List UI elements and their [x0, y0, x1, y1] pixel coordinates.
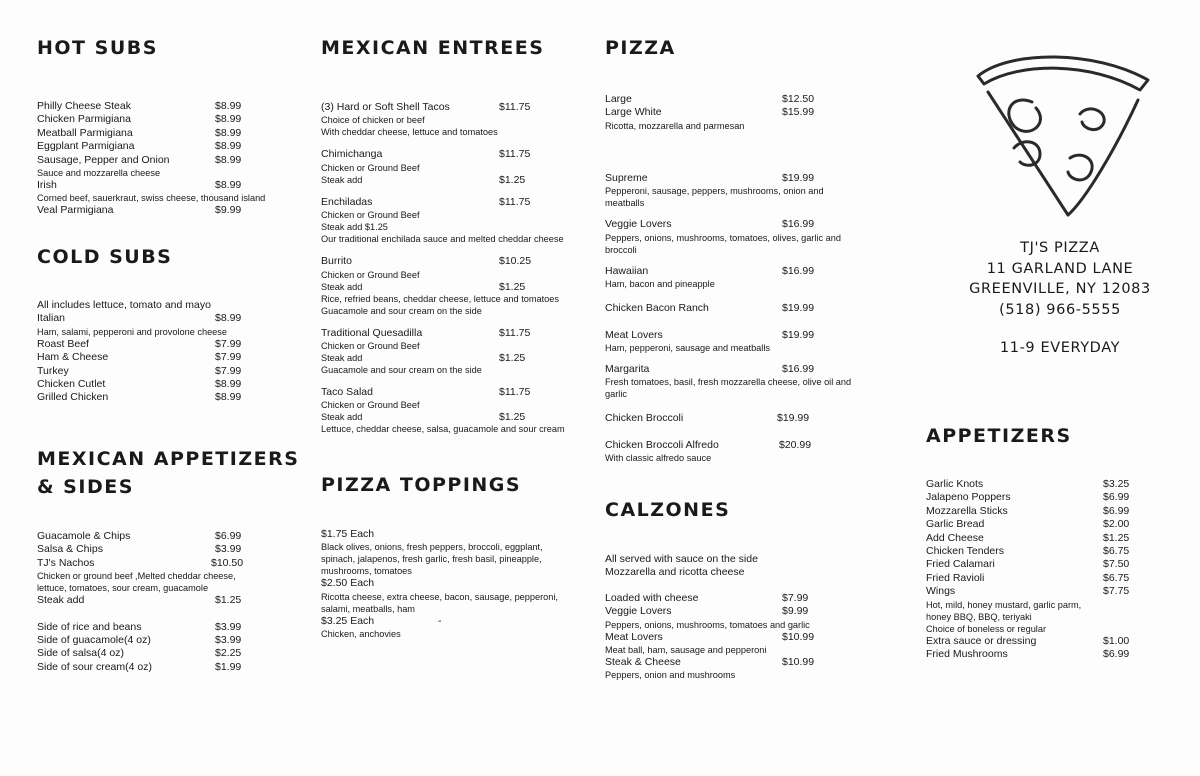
item-name: Turkey	[37, 364, 69, 377]
cold-subs-heading: COLD SUBS	[37, 246, 173, 268]
menu-item	[37, 365, 297, 378]
mexican-entrees-heading: MEXICAN ENTREES	[321, 37, 545, 59]
item-name: Large	[605, 93, 632, 105]
item-price: $1.00	[1103, 634, 1130, 647]
item-name: Veal Parmigiana	[37, 204, 114, 217]
menu-item	[926, 491, 1186, 504]
item-description: Fresh tomatoes, basil, fresh mozzarella cheese, olive oil and	[605, 377, 852, 388]
item-price: $3.99	[215, 620, 242, 633]
item-name: Chicken Cutlet	[37, 377, 106, 390]
calzones-note: All served with sauce on the side	[605, 553, 758, 565]
item-price: $6.99	[1103, 504, 1130, 517]
item-name: Meatball Parmigiana	[37, 126, 133, 139]
mexican-appetizers-heading: MEXICAN APPETIZERS	[37, 448, 300, 470]
menu-item	[37, 594, 297, 607]
appetizers-list	[926, 478, 1186, 661]
item-description: Hot, mild, honey mustard, garlic parm,	[926, 599, 1082, 610]
topping-tier-price: $3.25 Each	[321, 614, 375, 627]
item-name: Chicken Tenders	[926, 544, 1005, 557]
item-description: Rice, refried beans, cheddar cheese, lettuce and tomatoes	[321, 293, 559, 304]
menu-item	[321, 148, 591, 185]
mexican-entrees-list	[321, 101, 591, 445]
menu-item	[605, 93, 895, 106]
appetizers-heading: APPETIZERS	[926, 425, 1072, 447]
item-price: $8.99	[215, 377, 242, 390]
item-name: Traditional Quesadilla	[321, 326, 423, 339]
item-price: $7.75	[1103, 585, 1130, 598]
calzones-heading: CALZONES	[605, 499, 731, 521]
pizza-slice-logo-icon	[970, 50, 1155, 220]
topping-tier-price: $1.75 Each	[321, 528, 375, 540]
item-description: Guacamole and sour cream on the side	[321, 305, 482, 316]
item-price: $9.99	[782, 605, 809, 618]
menu-item	[926, 558, 1186, 571]
item-price: $19.99	[782, 328, 815, 341]
item-name: Large White	[605, 106, 662, 119]
item-price: $8.99	[215, 391, 242, 404]
item-description: garlic	[605, 389, 627, 400]
item-name: Extra sauce or dressing	[926, 634, 1037, 647]
item-price: $15.99	[782, 106, 815, 119]
item-price: $20.99	[779, 438, 812, 451]
add-on-price: $1.25	[499, 173, 526, 186]
calzones-note: Mozzarella and ricotta cheese	[605, 566, 745, 579]
item-description: Guacamole and sour cream on the side	[321, 364, 482, 375]
item-price: $19.99	[782, 172, 815, 184]
add-on-label: Steak add	[321, 174, 363, 185]
menu-item	[926, 518, 1186, 531]
cold-subs-note: All includes lettuce, tomato and mayo	[37, 299, 211, 311]
item-name: Side of rice and beans	[37, 620, 142, 633]
item-description: With cheddar cheese, lettuce and tomatoes	[321, 127, 498, 138]
item-description: Chicken or Ground Beef	[321, 269, 420, 280]
topping-list: Black olives, onions, fresh peppers, broccoli, eggplant,	[321, 542, 543, 553]
menu-item	[37, 204, 297, 217]
shop-hours: 11-9 EVERYDAY	[999, 340, 1121, 356]
item-name: Mozzarella Sticks	[926, 504, 1008, 517]
item-name: Chicken Parmigiana	[37, 113, 131, 126]
menu-item	[926, 478, 1186, 491]
item-name: Chicken Broccoli	[605, 412, 684, 425]
topping-list: Ricotta cheese, extra cheese, bacon, sausage, pepperoni,	[321, 591, 558, 602]
menu-item	[37, 634, 297, 647]
item-name: Sausage, Pepper and Onion	[37, 153, 170, 166]
item-price: $11.75	[499, 148, 531, 161]
item-description: Meat ball, ham, sausage and pepperoni	[605, 644, 767, 655]
menu-item	[321, 101, 591, 138]
add-on-label: Steak add	[321, 352, 363, 363]
menu-item	[605, 329, 895, 354]
shop-street: 11 GARLAND LANE	[986, 260, 1134, 277]
item-name: Roast Beef	[37, 337, 89, 350]
menu-item	[37, 647, 297, 660]
item-description: Corned beef, sauerkraut, swiss cheese, thousand island	[37, 193, 266, 204]
item-description: Ham, pepperoni, sausage and meatballs	[605, 342, 770, 353]
item-price: $11.75	[499, 195, 531, 208]
item-price: $8.99	[215, 312, 242, 325]
item-description: Chicken or Ground Beef	[321, 162, 420, 173]
item-price: $6.99	[1103, 647, 1130, 660]
item-price: $3.99	[215, 633, 242, 646]
item-name: Garlic Bread	[926, 518, 985, 531]
item-price: $8.99	[215, 126, 242, 139]
item-price: $16.99	[782, 264, 815, 277]
hot-subs-list	[37, 100, 297, 218]
add-on-label: Steak add	[321, 412, 363, 423]
menu-item	[926, 635, 1186, 648]
item-price: $9.99	[215, 204, 242, 217]
item-name: Fried Ravioli	[926, 571, 985, 584]
menu-item	[37, 113, 297, 126]
item-name: Garlic Knots	[926, 478, 984, 490]
item-name: Irish	[37, 178, 57, 191]
item-description: Sauce and mozzarella cheese	[37, 167, 161, 178]
item-price: $1.25	[215, 594, 242, 607]
item-description: With classic alfredo sauce	[605, 453, 712, 464]
item-price: $19.99	[782, 302, 815, 315]
item-name: Side of salsa(4 oz)	[37, 647, 124, 660]
item-description: Ham, bacon and pineapple	[605, 279, 715, 290]
item-name: Eggplant Parmigiana	[37, 140, 135, 153]
mexican-appetizers-list	[37, 530, 297, 674]
menu-item	[37, 179, 297, 192]
item-price: $8.99	[215, 153, 242, 166]
item-price: $10.99	[782, 655, 815, 668]
item-name: Steak add	[37, 594, 85, 607]
item-price: $11.75	[499, 326, 531, 339]
item-price: $3.25	[1103, 478, 1130, 490]
item-description: Ham, salami, pepperoni and provolone cheese	[37, 326, 227, 337]
item-price: $1.99	[215, 660, 242, 673]
menu-item	[926, 648, 1186, 661]
add-on-label: Steak add	[321, 281, 363, 292]
menu-item	[37, 391, 297, 404]
menu-item	[605, 412, 895, 425]
item-price: $8.99	[215, 140, 242, 153]
menu-item	[926, 532, 1186, 545]
item-name: Veggie Lovers	[605, 605, 672, 618]
item-price: $3.99	[215, 543, 242, 556]
item-name: Fried Calamari	[926, 558, 995, 571]
item-name: Ham & Cheese	[37, 351, 109, 364]
item-name: Chicken Bacon Ranch	[605, 302, 709, 315]
topping-list: spinach, jalapenos, fresh garlic, fresh basil, pineapple,	[321, 554, 542, 565]
item-description: broccoli	[605, 244, 637, 255]
item-price: $8.99	[215, 113, 242, 126]
item-price: $2.25	[215, 647, 242, 660]
calzones-list	[605, 553, 895, 681]
item-name: Fried Mushrooms	[926, 647, 1008, 660]
item-name: TJ's Nachos	[37, 556, 95, 569]
item-price: $7.99	[782, 591, 809, 604]
item-price: $11.75	[499, 385, 531, 398]
add-on-price: $1.25	[499, 411, 526, 424]
add-on-price: $1.25	[499, 280, 526, 293]
cold-subs-list	[37, 299, 297, 405]
item-price: $6.99	[1103, 491, 1130, 504]
menu-item	[37, 530, 297, 543]
item-description: Peppers, onion and mushrooms	[605, 670, 736, 681]
stray-mark: -	[438, 614, 442, 627]
menu-item	[926, 545, 1186, 558]
item-price: $6.75	[1103, 544, 1130, 557]
item-description: Chicken or Ground Beef	[321, 400, 420, 411]
item-price: $10.25	[499, 255, 532, 268]
item-name: Taco Salad	[321, 385, 373, 398]
item-name: Steak & Cheese	[605, 655, 681, 668]
topping-list: Chicken, anchovies	[321, 629, 401, 640]
item-price: $8.99	[215, 178, 242, 191]
item-description: Chicken or ground beef ,Melted cheddar cheese,	[37, 571, 236, 582]
item-price: $12.50	[782, 93, 815, 105]
menu-item	[37, 140, 297, 153]
shop-phone[interactable]: (518) 966-5555	[999, 301, 1121, 318]
topping-tier-price: $2.50 Each	[321, 577, 375, 590]
item-price: $16.99	[782, 362, 815, 375]
item-name: Margarita	[605, 362, 650, 375]
menu-item	[926, 585, 1186, 598]
item-description: honey BBQ, BBQ, teriyaki	[926, 611, 1032, 622]
item-description: meatballs	[605, 198, 645, 209]
item-price: $19.99	[777, 412, 810, 425]
menu-item	[605, 656, 895, 669]
menu-item	[321, 327, 591, 376]
menu-item	[37, 351, 297, 364]
menu-item	[37, 378, 297, 391]
item-name: Wings	[926, 585, 956, 598]
menu-item	[926, 572, 1186, 585]
item-name: Loaded with cheese	[605, 591, 699, 604]
menu-item	[37, 543, 297, 556]
pizza-heading: PIZZA	[605, 37, 676, 59]
item-price: $11.75	[499, 101, 531, 113]
item-name: (3) Hard or Soft Shell Tacos	[321, 101, 450, 113]
menu-item	[37, 312, 297, 325]
item-price: $7.99	[215, 364, 242, 377]
menu-item	[605, 363, 895, 400]
item-name: Chicken Broccoli Alfredo	[605, 438, 719, 451]
item-name: Grilled Chicken	[37, 391, 109, 404]
item-price: $16.99	[782, 218, 815, 231]
topping-list: mushrooms, tomatoes	[321, 566, 412, 577]
menu-item	[37, 621, 297, 634]
menu-item	[37, 100, 297, 113]
item-description: Peppers, onions, mushrooms, tomatoes and garlic	[605, 619, 810, 630]
item-name: Enchiladas	[321, 195, 373, 208]
item-name: Burrito	[321, 255, 352, 268]
menu-item	[37, 661, 297, 674]
menu-item	[605, 172, 895, 209]
item-description: Ricotta, mozzarella and parmesan	[605, 120, 745, 131]
menu-item	[37, 127, 297, 140]
item-price: $10.99	[782, 630, 815, 643]
item-description: Steak add $1.25	[321, 222, 388, 233]
menu-item	[321, 386, 591, 435]
item-name: Side of guacamole(4 oz)	[37, 633, 151, 646]
menu-item	[37, 557, 297, 570]
item-name: Meat Lovers	[605, 630, 663, 643]
item-name: Hawaiian	[605, 264, 649, 277]
item-price: $2.00	[1103, 518, 1130, 531]
menu-item	[321, 255, 591, 316]
add-on-price: $1.25	[499, 351, 526, 364]
specialty-pizza-list	[605, 172, 895, 474]
item-name: Supreme	[605, 172, 648, 184]
menu-item	[605, 605, 895, 618]
menu-item	[605, 302, 895, 315]
item-description: Pepperoni, sausage, peppers, mushrooms, onion and	[605, 186, 824, 197]
item-description: Chicken or Ground Beef	[321, 340, 420, 351]
item-description: Our traditional enchilada sauce and melted cheddar cheese	[321, 234, 564, 245]
menu-item	[926, 505, 1186, 518]
menu-item	[605, 106, 895, 119]
item-name: Salsa & Chips	[37, 543, 103, 556]
shop-name: TJ'S PIZZA	[1020, 240, 1100, 256]
item-name: Guacamole & Chips	[37, 530, 131, 542]
menu-item	[605, 631, 895, 644]
item-description: Lettuce, cheddar cheese, salsa, guacamole and sour cream	[321, 424, 565, 435]
item-price: $1.25	[1103, 531, 1130, 544]
pizza-list	[605, 93, 895, 132]
topping-list: salami, meatballs, ham	[321, 603, 415, 614]
item-name: Veggie Lovers	[605, 218, 672, 231]
item-price: $7.50	[1103, 558, 1130, 571]
menu-item	[37, 338, 297, 351]
item-name: Meat Lovers	[605, 328, 663, 341]
item-name: Italian	[37, 312, 66, 325]
hot-subs-heading: HOT SUBS	[37, 37, 158, 59]
shop-city: GREENVILLE, NY 12083	[969, 281, 1151, 297]
item-price: $6.75	[1103, 571, 1130, 584]
item-name: Side of sour cream(4 oz)	[37, 660, 152, 673]
menu-item	[605, 592, 895, 605]
menu-item	[605, 218, 895, 255]
item-description: lettuce, tomatoes, sour cream, guacamole	[37, 583, 209, 594]
item-price: $10.50	[211, 556, 244, 569]
item-price: $7.99	[215, 351, 242, 364]
mexican-appetizers-heading-line2: & SIDES	[37, 476, 134, 498]
item-description: Choice of boneless or regular	[926, 623, 1047, 634]
item-name: Chimichanga	[321, 148, 383, 161]
item-description: Choice of chicken or beef	[321, 115, 425, 126]
item-name: Add Cheese	[926, 531, 984, 544]
menu-item	[605, 265, 895, 290]
pizza-toppings-list	[321, 528, 591, 640]
pizza-toppings-heading: PIZZA TOPPINGS	[321, 474, 522, 496]
item-price: $7.99	[215, 337, 242, 350]
item-description: Peppers, onions, mushrooms, tomatoes, olives, garlic and	[605, 232, 841, 243]
item-name: Philly Cheese Steak	[37, 100, 131, 112]
item-name: Jalapeno Poppers	[926, 491, 1011, 504]
item-price: $8.99	[215, 100, 242, 112]
shop-info	[960, 238, 1160, 359]
menu-item	[37, 154, 297, 167]
item-price: $6.99	[215, 530, 242, 542]
menu-item	[321, 196, 591, 245]
menu-item	[605, 439, 895, 464]
item-description: Chicken or Ground Beef	[321, 210, 420, 221]
